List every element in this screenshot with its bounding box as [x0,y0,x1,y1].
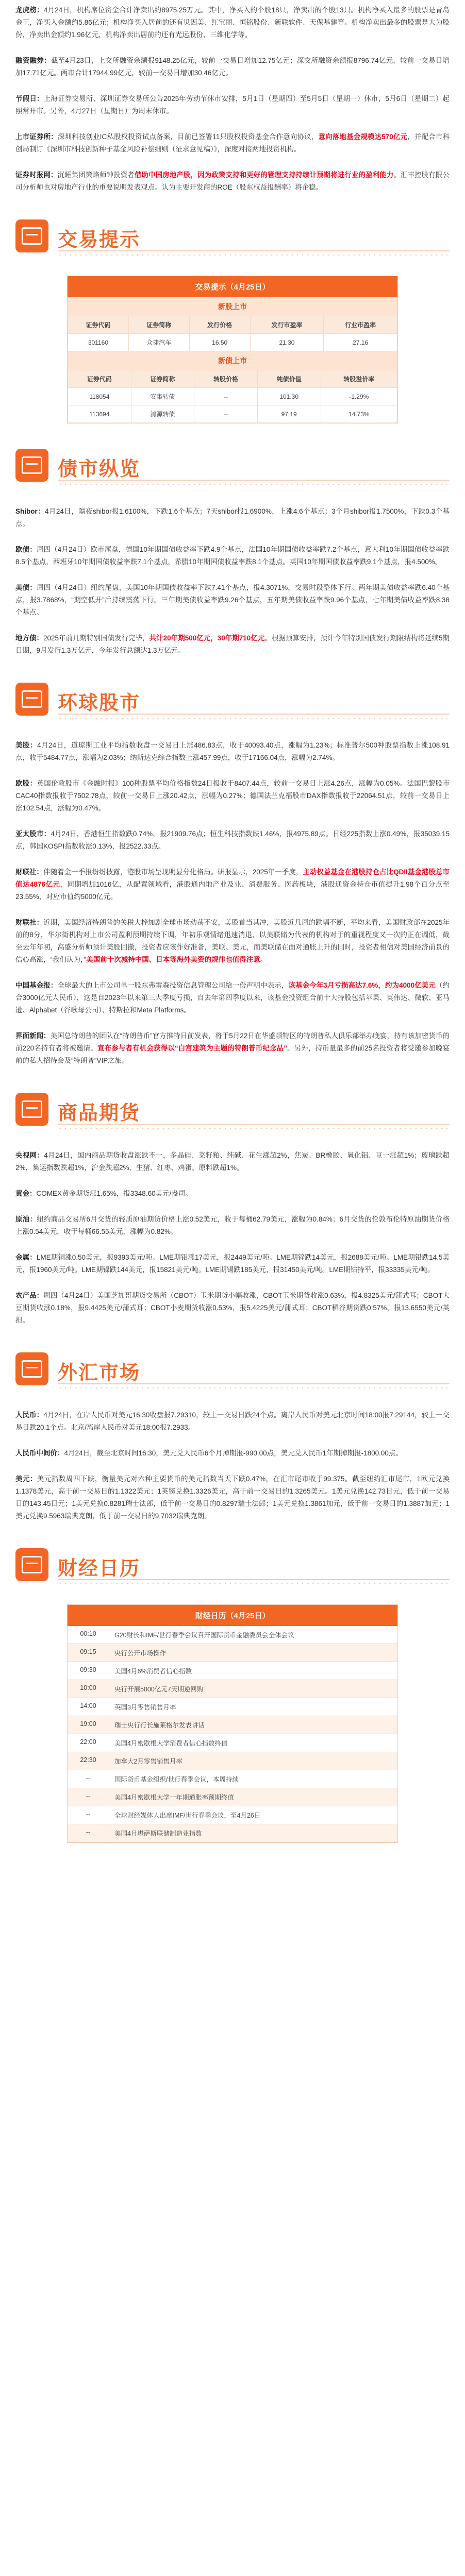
calendar-event: 美国4月6%消费者信心指数 [114,1668,192,1675]
commodity-block [15,1149,450,1327]
table-header: 转股价格 [194,370,258,388]
calendar-time: -- [68,1770,109,1788]
paragraph-lead: 财联社： [15,919,44,926]
table-cell: -- [194,388,258,405]
paragraph-lead: 证券时报网： [15,171,58,179]
paragraph [15,544,450,568]
paragraph-text: 沉睡集团策略师钟投资者 [57,171,135,179]
table-cell: 16.50 [189,334,250,351]
paragraph-text: 纽约商品交易所6月交货的轻质原油期货价格上涨0.52美元，收于每桶62.79美元，涨幅为0.84%；6月交货的伦敦布伦特原油期货价格上涨0.54美元，收于每桶66.55美元，涨幅为0.82%。 [15,1215,450,1235]
paragraph-text: 美国总特朗普的团队在“特朗普币”官方推特日前发表，将于5月22日在华盛顿特区的特朗普私人俱乐部举办晚宴，持有该加密货币的前220名持有者将被邀请。 [15,1032,450,1052]
paragraph [15,1447,450,1460]
table-cell: 118054 [68,388,131,405]
table-header: 证券简称 [128,316,189,334]
paragraph-lead: 农产品： [15,1292,44,1299]
calendar-event: 国际货币基金组织/世行春季会议，本周持续 [114,1776,239,1783]
calendar-row [68,1824,397,1842]
intro-block [15,4,450,194]
table-cell: 27.16 [324,334,397,351]
paragraph [15,739,450,764]
calendar-time: -- [68,1824,109,1842]
section-header-trade [15,214,450,261]
new-stock-table [68,316,397,351]
paragraph-text: 4月24日，道琼斯工业平均指数收盘一交易日上涨486.83点，收于40093.40点，涨幅为1.23%；标准普尔500种股票指数上涨108.91点，收于5484.77点，涨幅为2.03%；纳斯达克综合指数上涨457.99点，收于17166.04点，涨幅为2.74%。 [15,741,450,761]
paragraph-text: 周四（4月24日）欧市尾盘，德国10年期国债收益率下跌4.9个基点，法国10年期国债收益率跌7.2个基点，意大利10年期国债收益率跌8.5个基点，西班牙10年期国债收益率跌7.1个基点，希腊10年期国债收益率跌8.1个基点。英国10年期国债收益率跌9.1个基点，报4.500%。 [15,546,450,566]
paragraph-text: ，同期增加1016亿，从配置领域看，港股通内地产业及业、消费服务、医药板块，港股通资金持仓市值提升1.98个百分点至23.55%，对应市值约5000亿元。 [15,880,450,901]
paragraph [15,1149,450,1174]
table-cell: 113694 [68,405,131,423]
table-cell: 97.19 [257,405,321,423]
table-header: 证券代码 [68,370,131,388]
paragraph-text: 周四（4月24日）美国芝加哥期货交易所（CBOT）玉米期货小幅收涨，CBOT玉米期货收涨0.63%，报4.8325美元/蒲式耳；CBOT大豆期货收涨0.18%，报9.4425美元/蒲式耳；CBOT小麦期货收涨0.53%，报5.4225美元/蒲式耳；CBOT稻谷期货跌0.57%，报13.6550美元/英担。 [15,1292,450,1324]
trade-card-title: 交易提示（4月25日） [68,276,397,297]
paragraph [15,866,450,903]
section-title-calendar: 财经日历 [58,1558,141,1580]
section-header-calendar [15,1543,450,1589]
table-row [68,334,397,351]
paragraph-lead: 美股： [15,741,38,749]
section-title-bond: 债市纵览 [58,459,141,480]
paragraph [15,632,450,657]
paragraph-highlight: 共计20年期500亿元，30年期710亿元 [149,634,265,642]
paragraph [15,828,450,853]
paragraph-highlight: 主动权益基金在港股持仓占比QDII基金港股总市值达4876亿元 [15,868,450,888]
section-title-trade: 交易提示 [58,229,141,251]
calendar-event: 央行公开市场操作 [114,1650,167,1657]
paragraph [15,917,450,966]
trade-tips-card [68,276,397,423]
calendar-row [68,1680,397,1698]
paragraph-text: 。 [260,956,268,963]
calendar-event: 美国4月堪萨斯联储制造业指数 [114,1830,202,1837]
paragraph [15,1213,450,1238]
paragraph-lead: 欧债： [15,546,37,553]
paragraph-text: 4月24日，香港恒生指数跌0.74%，报21909.76点；恒生科技指数跌1.46%，报4975.89点。日经225指数上涨0.49%，报35039.15点，韩国KOSPI指数收涨0.13%，报2522.33点。 [15,830,450,850]
calendar-list [68,1626,397,1842]
paragraph-text: 上海证券交易所、深圳证券交易所公告2025年劳动节休市安排，5月1日（星期四）至5月5日（星期一）休市，5月6日（星期二）起照常开市。另外，4月27日（星期日）为周末休市。 [15,95,450,115]
paragraph [15,131,450,156]
paragraph-text: 4月24日，截至北京时间16:30，美元兑人民币6个月掉期报-990.00点，美元兑人民币1年期掉期报-1800.00点。 [64,1449,403,1457]
section-header-global [15,677,450,724]
paragraph [15,1290,450,1327]
global-block [15,739,450,1067]
paragraph-text: 。根据预算安排，预计今年特别国债发行期限结构将延续5期日期，9月发行1.3万亿元，今年发行总额达1.3万亿元。 [15,634,450,654]
paragraph-text: 截至4月23日，上交所融资余额报9148.25亿元，较前一交易日增加12.75亿元；深交所融资余额报8796.74亿元，较前一交易日增加17.71亿元。两市合计17944.99亿元，较前一交易日增加30.46亿元。 [15,57,450,77]
new-bond-heading: 新债上市 [68,351,397,370]
paragraph-lead: 节假日： [15,95,44,103]
calendar-time: 10:00 [68,1680,109,1698]
calendar-time: -- [68,1806,109,1824]
calendar-card [68,1605,397,1842]
calendar-event: 英国3月零售销售月率 [114,1704,176,1711]
calendar-row [68,1662,397,1680]
trade-tips-icon [15,219,48,252]
paragraph-highlight: 意向落地基金规模达570亿元 [318,133,408,141]
calendar-event: 央行开展5000亿元7天期逆回购 [114,1686,204,1693]
section-title-fx: 外汇市场 [58,1362,141,1384]
paragraph-lead: 财联社： [15,868,44,876]
paragraph-lead: 龙虎榜： [15,6,44,14]
paragraph-lead: 金属： [15,1253,37,1261]
table-header: 发行市盈率 [250,316,324,334]
calendar-time: 09:15 [68,1644,109,1662]
calendar-time: 09:30 [68,1662,109,1680]
paragraph-lead: 黄金： [15,1190,37,1197]
calendar-row [68,1734,397,1752]
table-cell: 众捷汽车 [128,334,189,351]
calendar-time: -- [68,1788,109,1806]
paragraph-text: 全球最大的上市公司单一股东弗雷森投资信息管理公司给一份声明中表示， [57,981,289,989]
paragraph-text: COMEX黄金期货涨1.65%，报3348.60美元/盎司。 [36,1190,192,1197]
table-cell: -1.29% [321,388,397,405]
calendar-event: 瑞士央行行长施莱格尔发表讲话 [114,1722,205,1729]
paragraph-text: 。另外，持币量最多的前25名投资者将受邀参加晚宴前的私人招待会及“特朗普”VIP之旅。 [15,1044,450,1064]
paragraph-text: 周四（4月24日）纽约尾盘，美国10年期国债收益率下跌7.41个基点，报4.3071%，交易时段整体下行。两年期美债收益率跌6.40个基点，报3.7868%，“期空低开”后持续震荡下行。三年期美债收益率跌9.26个基点，五年期美债收益率跌9.96个基点，七年期美债收益率跌8.38个基点。 [15,584,450,616]
paragraph-lead: 地方债： [15,634,44,642]
paragraph-lead: 融资融券： [15,57,51,64]
calendar-row [68,1698,397,1716]
paragraph-highlight: 宣布参与者有机会获得以“白宫建筑为主题的特朗普币纪念品” [97,1044,287,1052]
table-row [68,388,397,405]
paragraph-lead: Shibor： [15,507,45,515]
paragraph [15,1030,450,1067]
section-title-global: 环球股市 [58,692,141,714]
globe-icon [15,683,48,716]
table-header: 行业市盈率 [324,316,397,334]
calendar-event: 加拿大2月零售销售月率 [114,1758,182,1765]
table-header: 纯债价值 [257,370,321,388]
calendar-event: G20财长和IMF/世行春季会议召开国际货币金融委员会全体会议 [114,1632,294,1639]
calendar-card-title: 财经日历（4月25日） [68,1605,397,1626]
calendar-row [68,1806,397,1824]
paragraph [15,1473,450,1522]
paragraph-text: 2025年前几期特别国债发行完毕， [43,634,150,642]
paragraph-lead: 亚太股市： [15,830,51,838]
table-cell: 301160 [68,334,129,351]
new-bond-table [68,370,397,423]
calendar-time: 19:00 [68,1716,109,1734]
paragraph-text: 。汇丰控股有限公司分析师也对房地产行业的重要说明发表观点。认为主要开发商的ROE（股东权益报酬率）将企稳。 [15,171,450,191]
section-header-bond [15,444,450,490]
paragraph-lead: 人民币： [15,1411,44,1419]
calendar-row [68,1716,397,1734]
paragraph-lead: 原油： [15,1215,37,1223]
calendar-event: 美国4月密歇根大学消费者信心指数终值 [114,1740,228,1747]
commodity-icon [15,1093,48,1126]
calendar-time: 22:00 [68,1734,109,1752]
paragraph-highlight: 该基金今年3月亏损高达7.6%，约为4000亿美元 [288,981,436,989]
paragraph-text: 美元指数周四下跌，衡量美元对六种主要货币的美元指数当天下跌0.47%，在汇市尾市收于99.375。截至纽约汇市尾市，1欧元兑换1.1378美元，高于前一交易日的1.1322美元；1英镑兑换1.3326美元，高于前一交易日的1.3265美元。1美元兑换142.73日元，低于前一交易日的143.45日元；1美元兑换0.8281瑞士法郎，低于前一交易日的0.8297瑞士法郎；1美元兑换1.3861加元，低于前一交易日的1.3887加元；1美元兑换9.5963瑞典克朗，低于前一交易日的9.7032瑞典克朗。 [15,1475,450,1520]
new-listing-heading: 新股上市 [68,297,397,316]
paragraph-text: 伴随着金一季报纷纷披露，港股市场呈现明显分化格局。研报显示，2025年一季度， [43,868,303,876]
calendar-time: 22:30 [68,1752,109,1770]
paragraph-text: 4月24日，隔夜shibor报1.6100%，下跌1.6个基点；7天shibor报1.6900%，上涨4.6个基点；3个月shibor报1.7500%，下跌0.3个基点。 [15,507,450,528]
section-header-fx [15,1347,450,1394]
paragraph-text: LME期铜涨0.50美元，报9393美元/吨。LME期铝涨17美元，报2449美元/吨。LME期锌跌14美元，报2688美元/吨。LME期铅跌14.5美元，报1960美元/吨。LME期镍跌144美元，报15821美元/吨。LME期锡跌185美元，报31450美元/吨。LME期钴持平，报33335美元/吨。 [15,1253,450,1274]
bond-market-icon [15,449,48,482]
calendar-row [68,1644,397,1662]
paragraph-text: 近期，美国经济特朗普的关税大棒加剧全球市场动荡不安，美股首当其冲，美股近几周的跌幅不断，平均来看，美国财政部在2025年前的8分，华尔街机构对上市公司盈利预期持续下调，年初乐观情绪迅速消退，以美联储为代表的机构对于的重视程度又一次的正在调低，截至去年年初，高盛分析师预计美股回撤，投资者应该作好准备，美联、美元，而美联储在面对通胀上升的同时，投资者相信对美国经济前景的信心高涨，“我们认为，” [15,919,450,963]
table-cell: 清源转债 [131,405,194,423]
paragraph [15,4,450,41]
paragraph-text: 4月24日，机构席位资金合计净卖出约8975.25万元。其中，净买入的个股18只，净卖出的个股13只。机构净买入最多的股票是青岛金王，净买入金额约5.86亿元；机构净买入居前的还有贝因美、红宝丽、恒铭股份、新联软件、天保基建等。机构净卖出最多的股票是大为股份，净卖出金额约1.96亿元，机构净卖出居前的还有光远股份、三维化学等。 [15,6,450,39]
fx-block [15,1409,450,1522]
paragraph-text: （约合3000亿元人民币），这是自2023年以来第三大季度亏损，自去年第四季度以来，该基金投资组合前十大持股包括苹果、英伟达、微软、亚马逊、Alphabet（谷歌母公司）、特斯拉和Meta Platforms。 [15,981,450,1014]
paragraph [15,979,450,1016]
paragraph [15,169,450,194]
paragraph [15,1188,450,1200]
paragraph [15,505,450,530]
calendar-event: 全球财经媒体人出席IMF/世行春季会议，至4月26日 [114,1812,261,1819]
paragraph [15,777,450,815]
paragraph [15,93,450,117]
calendar-row [68,1788,397,1806]
paragraph-highlight: 借助中国房地产股，因为政策支持和更好的管理支持持续计预期将进行业的盈利能力 [134,171,394,179]
fx-icon [15,1352,48,1385]
paragraph-lead: 欧股： [15,779,37,787]
calendar-time: 14:00 [68,1698,109,1716]
paragraph-lead: 美元： [15,1475,37,1483]
paragraph [15,582,450,619]
paragraph [15,1409,450,1434]
calendar-icon [15,1548,48,1581]
paragraph-lead: 美债： [15,584,37,591]
paragraph-highlight: 美国前十次减持中国、日本等海外美资的规律也值得注意 [86,956,260,963]
paragraph-text: 深圳科技创业IC私股权投资试点备案，目前已签署11只股权投资基金合作意向协议， [57,133,319,141]
paragraph-text: 英国伦敦股市《金融时报》100种股票平均价格指数24日报收于8407.44点，较前一交易日上涨4.26点，涨幅为0.05%。法国巴黎股市CAC40指数报收于7502.78点，较前一交易日上涨20.42点，涨幅为0.27%；德国法兰克福股市DAX指数报收于22064.51点，较前一交易日上涨102.54点，涨幅为0.47%。 [15,779,450,812]
table-row [68,405,397,423]
section-header-commodity [15,1088,450,1134]
table-cell: 101.30 [257,388,321,405]
paragraph-text: ，并配合市科创局制订《深圳市科技创新种子基金风险补偿细则（征求意见稿）》，深度对接两地投资机构。 [15,133,450,153]
paragraph-lead: 界面新闻： [15,1032,51,1040]
section-title-commodity: 商品期货 [58,1103,141,1124]
bond-block [15,505,450,657]
table-header: 转股溢价率 [321,370,397,388]
paragraph-lead: 人民币中间价： [15,1449,64,1457]
calendar-row [68,1752,397,1770]
table-header: 发行价格 [189,316,250,334]
paragraph [15,1251,450,1276]
calendar-row [68,1770,397,1788]
table-header: 证券代码 [68,316,129,334]
table-cell: 21.30 [250,334,324,351]
calendar-event: 美国4月密歇根大学一年期通胀率预期终值 [114,1794,234,1801]
table-cell: 安集转债 [131,388,194,405]
paragraph-lead: 中国基金报： [15,981,58,989]
table-cell: 14.73% [321,405,397,423]
paragraph-text: 4月24日，在岸人民币对美元16:30收盘报7.29310，较上一交易日跌24个点。离岸人民币对美元北京时间18:00报7.29144，较上一交易日跌20.1个点。北京/离岸人民币对美元18:00报7.2933。 [15,1411,450,1431]
paragraph-lead: 央视网： [15,1151,44,1159]
paragraph [15,55,450,79]
table-cell: -- [194,405,258,423]
paragraph-lead: 上市证券所： [15,133,58,141]
calendar-row [68,1626,397,1644]
table-header: 证券简称 [131,370,194,388]
calendar-time: 00:10 [68,1626,109,1643]
paragraph-text: 4月24日，国内商品期货收盘涨跌不一，多晶硅、菜籽粕、纯碱、花生涨超2%，焦炭、BR橡胶、氧化铝、豆一涨超1%；玻璃跌超2%，集运指数跌超1%，沪金跌超2%，生猪、红枣、鸡蛋、原料跌超1%。 [15,1151,450,1172]
